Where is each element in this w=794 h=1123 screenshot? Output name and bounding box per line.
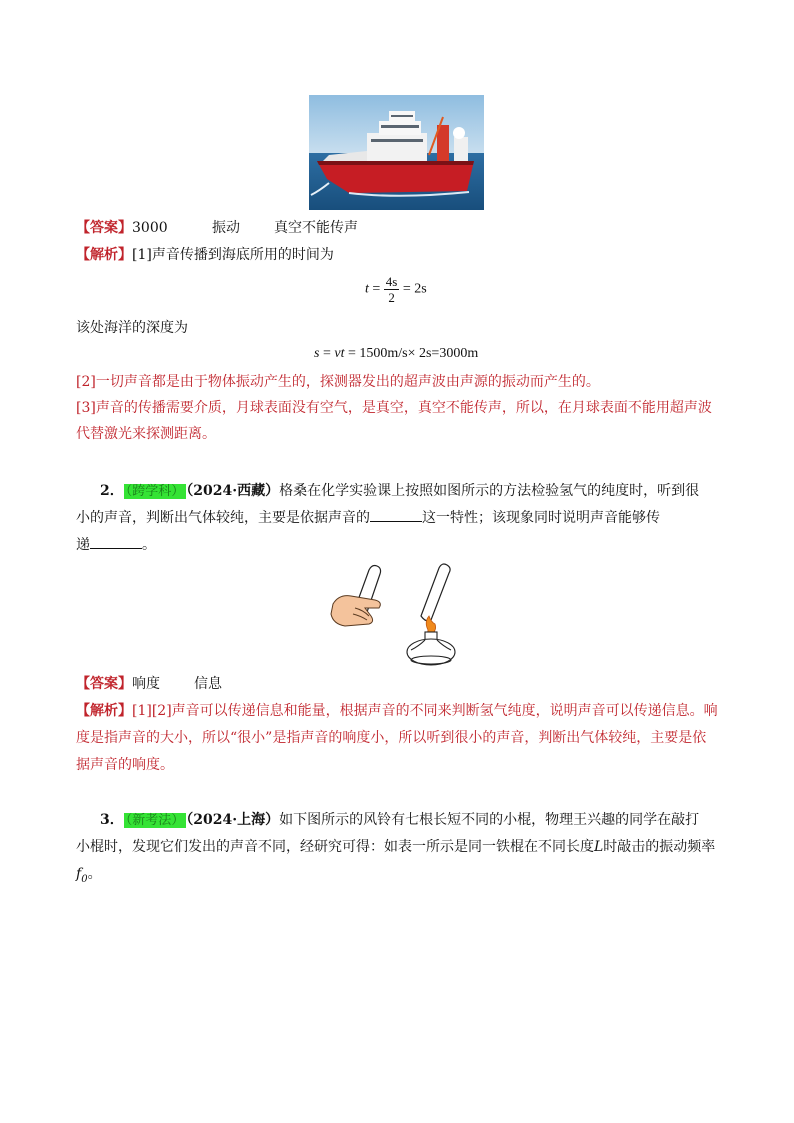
q3-line2-b: 时敲击的振动频率 (603, 839, 716, 855)
q2-analysis-line3: 据声音的响度。 (76, 757, 174, 773)
q2-blank-2 (90, 535, 142, 549)
test-tube-right (421, 564, 450, 621)
q1-answer-2: 振动 (212, 220, 240, 236)
q2-line2-b: 这一特性；该现象同时说明声音能够传 (422, 510, 660, 526)
formula1-numerator: 4s (385, 274, 398, 289)
q1-answer-3: 真空不能传声 (274, 220, 358, 236)
q3-var-f-sub: 0 (81, 873, 88, 885)
q2-answer-line (76, 674, 222, 694)
formula-time: t = $\frac{4s}{2}$ = 2s (365, 274, 427, 305)
alcohol-lamp (407, 632, 455, 665)
q2-line1: 格桑在化学实验课上按照如图所示的方法检验氢气的纯度时，听到很 (279, 483, 700, 499)
q1-answer-line (76, 218, 358, 238)
q1-analysis-intro: [1]声音传播到海底所用的时间为 (132, 247, 334, 263)
q3-line3-end: 。 (87, 866, 102, 882)
formula2-s: s (314, 346, 320, 361)
q1-analysis-line (76, 245, 334, 265)
q2-line3-a: 递 (76, 537, 90, 553)
q1-para2: [2]一切声音都是由于物体振动产生的，探测器发出的超声波由声源的振动而产生的。 (76, 374, 600, 390)
q3-line2-a: 小棍时，发现它们发出的声音不同，经研究可得：如表一所示是同一铁棍在不同长度 (76, 839, 594, 855)
hand-illustration (331, 596, 380, 626)
formula1-rhs: = 2s (402, 281, 427, 297)
q2-stem-line3 (76, 535, 156, 555)
q3-stem-line2 (76, 837, 715, 857)
q1-answer-1: 3000 (132, 220, 168, 236)
q3-source: （2024·上海） (186, 812, 280, 828)
q2-source: （2024·西藏） (186, 483, 280, 499)
q2-number: 2． (100, 483, 124, 499)
q1-para3-line1: [3]声音的传播需要介质，月球表面没有空气，是真空，真空不能传声，所以，在月球表面不能用超声波 (76, 400, 712, 416)
q2-answer-2: 信息 (194, 676, 222, 692)
q3-stem-line3 (76, 864, 102, 890)
q2-stem-line1 (100, 481, 699, 502)
formula-depth: s = vt = 1500m/s× 2s=3000m (314, 346, 479, 361)
q2-analysis-text1: [1][2]声音可以传递信息和能量，根据声音的不同来判断氢气纯度，说明声音可以传递信息。响 (132, 703, 718, 719)
q2-analysis-line1 (76, 701, 718, 721)
q3-var-L: L (594, 839, 604, 855)
q3-stem-line1 (100, 810, 699, 831)
q3-number: 3． (100, 812, 124, 828)
q1-answer-label: 【答案】 (76, 220, 132, 236)
formula1-lhs: t (365, 281, 369, 297)
formula2-rest: = 1500m/s× 2s=3000m (347, 346, 479, 361)
q2-answer-label: 【答案】 (76, 676, 132, 692)
formula1-fraction (384, 274, 400, 305)
formula2-vt: vt (334, 346, 345, 361)
q3-tag: （新考法） (125, 813, 185, 828)
q3-var-f: f (76, 866, 82, 882)
icebreaker-ship-image (309, 95, 484, 210)
q2-blank-1 (370, 508, 422, 522)
q1-depth-text: 该处海洋的深度为 (76, 320, 188, 336)
q2-stem-line2 (76, 508, 660, 528)
q2-answer-1: 响度 (132, 676, 160, 692)
q2-line3-b: 。 (142, 537, 156, 553)
q2-line2-a: 小的声音，判断出气体较纯，主要是依据声音的 (76, 510, 370, 526)
q2-tag: （跨学科） (125, 484, 185, 499)
hydrogen-test-figure (325, 560, 465, 668)
formula1-denominator: 2 (388, 290, 395, 305)
q1-para3-line2: 代替激光来探测距离。 (76, 426, 216, 442)
q2-analysis-line2: 度是指声音的大小，所以“很小”是指声音的响度小，所以听到很小的声音，判断出气体较纯，主要是依 (76, 730, 707, 746)
q2-analysis-label: 【解析】 (76, 703, 132, 719)
q3-line1: 如下图所示的风铃有七根长短不同的小棍，物理王兴趣的同学在敲打 (279, 812, 700, 828)
q1-analysis-label: 【解析】 (76, 247, 132, 263)
